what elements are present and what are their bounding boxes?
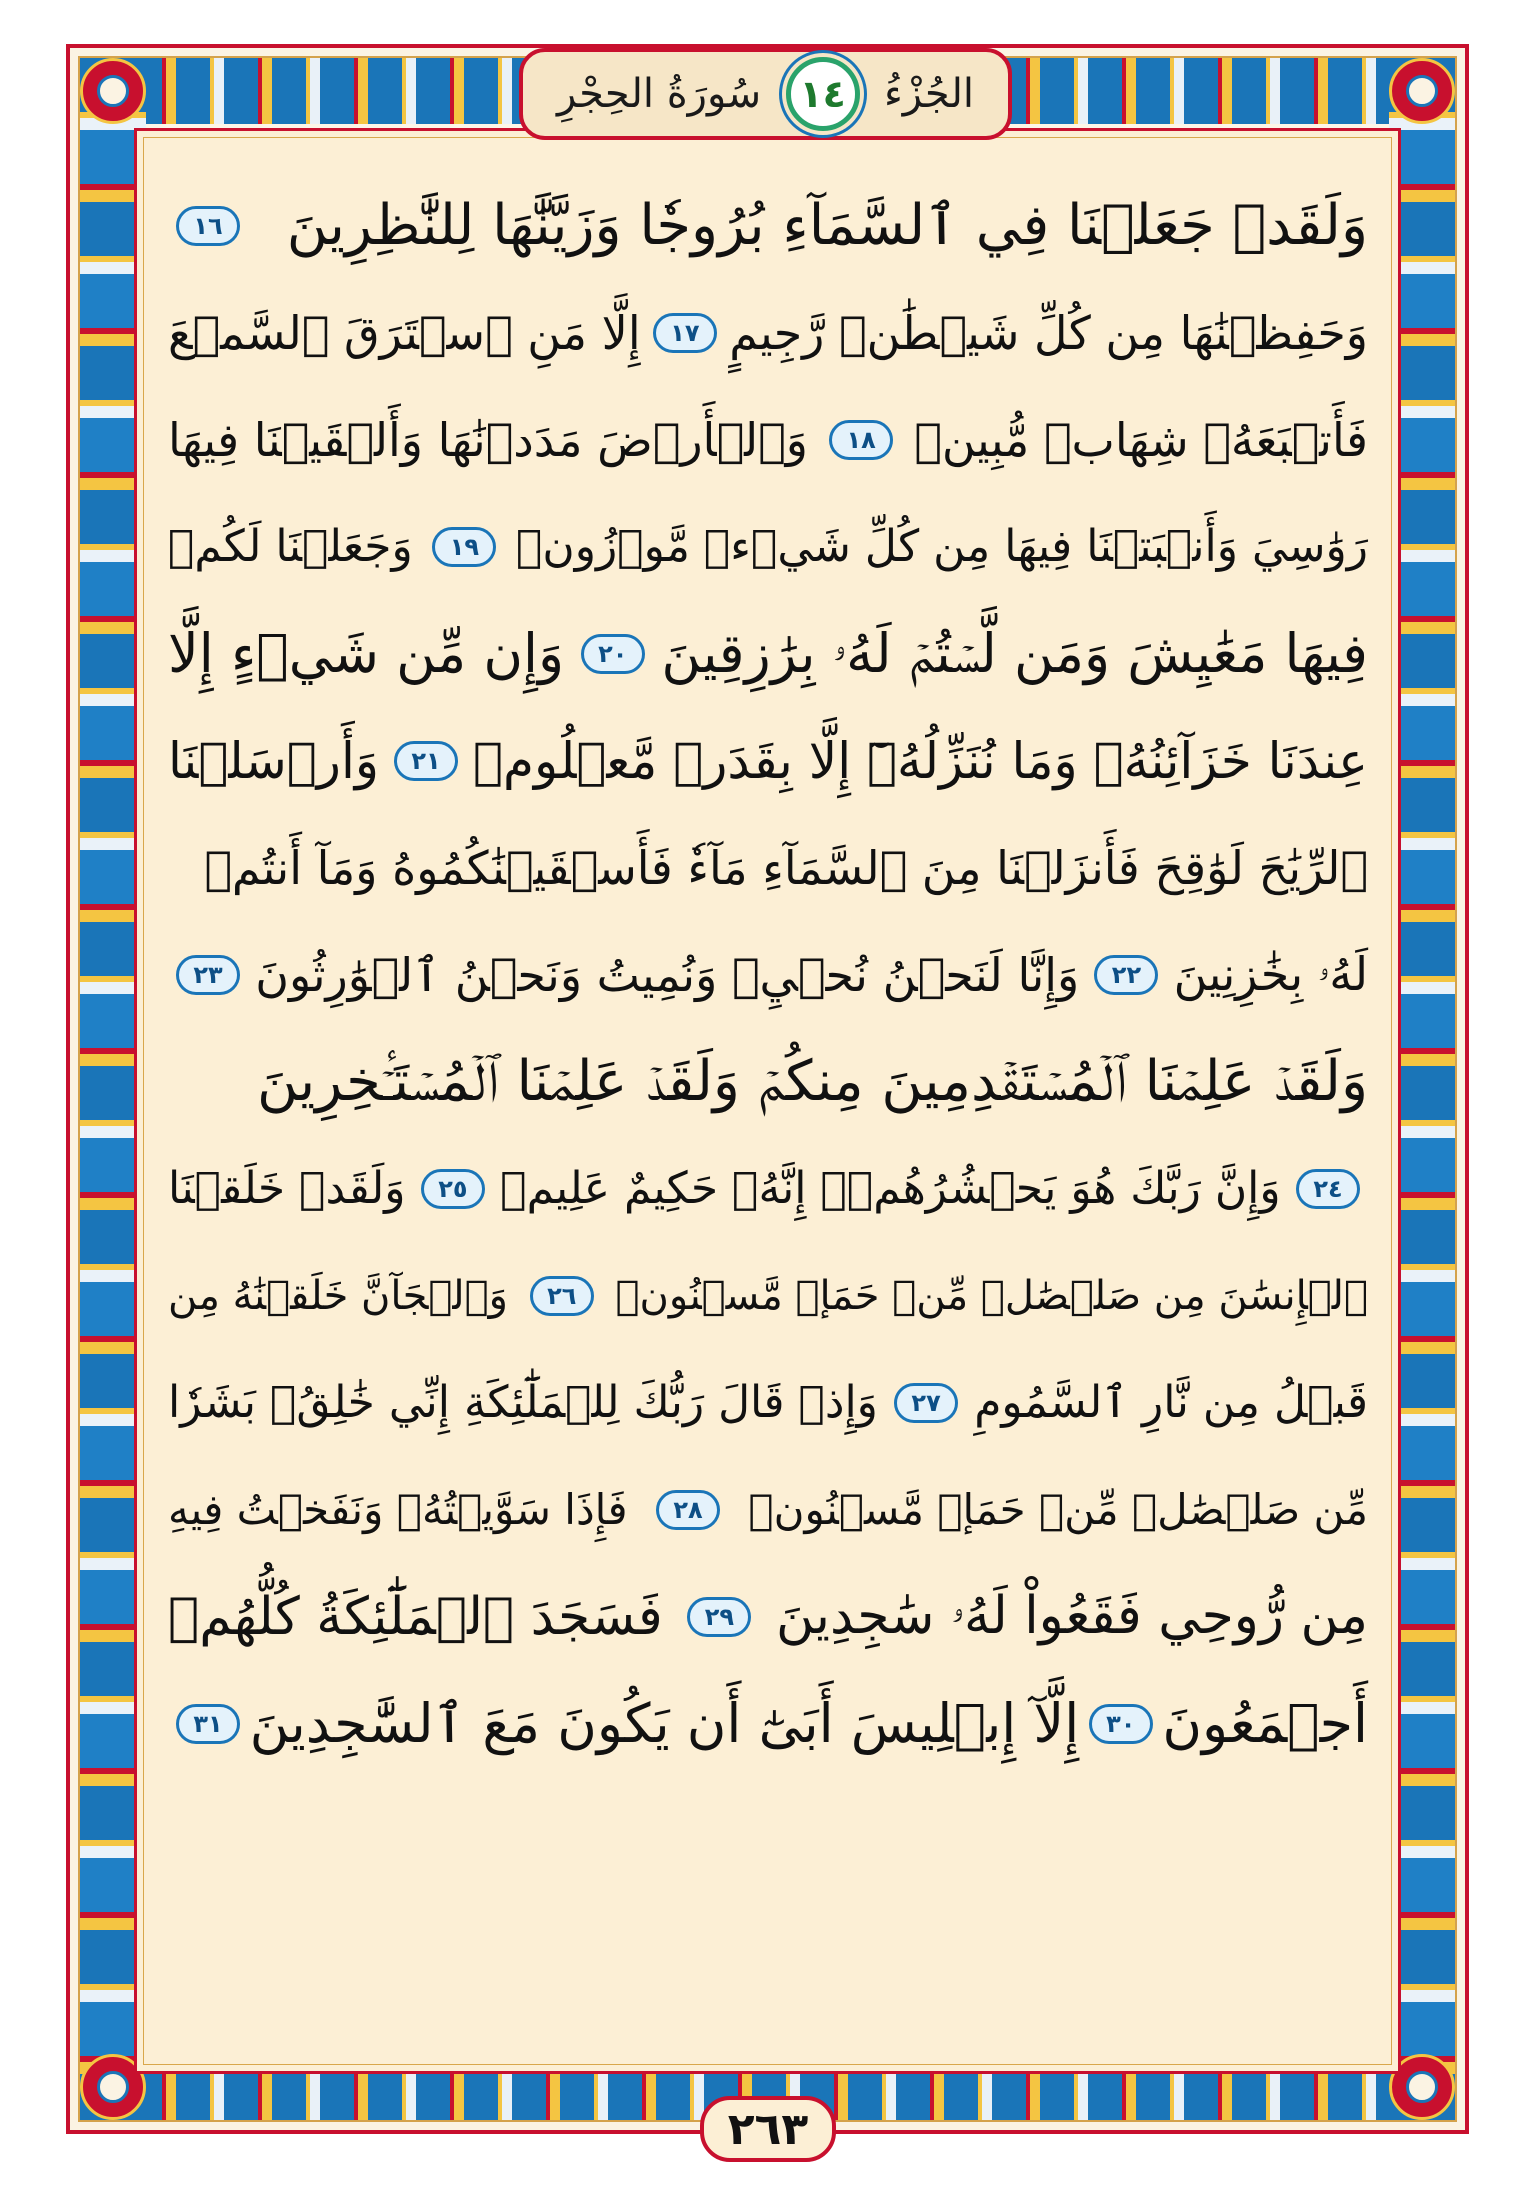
page-number: ٢٦٣ bbox=[700, 2096, 836, 2162]
ayah-number-marker: ٢١ bbox=[394, 741, 458, 781]
juz-number: ١٤ bbox=[799, 72, 846, 116]
corner-rosette-icon bbox=[80, 58, 146, 124]
verse-segment: ٱلرِّيَٰحَ لَوَٰقِحَ فَأَنزَلۡنَا مِنَ ٱلسَّمَآءِ مَآءٗ فَأَسۡقَيۡنَٰكُمُوهُ وَمَآ أَنتُمۡ bbox=[204, 840, 1368, 895]
ayah-number-marker: ٢٥ bbox=[421, 1169, 485, 1209]
verse-segment: لَهُۥ بِخَٰزِنِينَ bbox=[1173, 946, 1368, 1001]
verse-segment: عِندَنَا خَزَآئِنُهُۥ وَمَا نُنَزِّلُهُۥٓ إِلَّا بِقَدَرٖ مَّعۡلُومٖ bbox=[473, 731, 1368, 790]
text-line bbox=[168, 600, 1368, 707]
text-line bbox=[168, 707, 1368, 814]
verse-segment: فَإِذَا سَوَّيۡتُهُۥ وَنَفَخۡتُ فِيهِ bbox=[168, 1485, 628, 1534]
verse-segment: إِلَّا مَنِ ٱسۡتَرَقَ ٱلسَّمۡعَ bbox=[168, 305, 641, 360]
text-line bbox=[168, 921, 1368, 1028]
verse-segment: وَٱلۡأَرۡضَ مَدَدۡنَٰهَا وَأَلۡقَيۡنَا فِيهَا bbox=[168, 412, 809, 467]
text-line bbox=[168, 172, 1368, 279]
text-line bbox=[168, 1349, 1368, 1456]
verse-segment: وَحَفِظۡنَٰهَا مِن كُلِّ شَيۡطَٰنٖ رَّجِيمٍ bbox=[729, 305, 1368, 360]
text-line bbox=[168, 1456, 1368, 1563]
verse-segment: وَلَقَدۡ جَعَلۡنَا فِي ٱلسَّمَآءِ بُرُوجٗا وَزَيَّنَّٰهَا لِلنَّٰظِرِينَ bbox=[286, 193, 1368, 258]
text-line bbox=[168, 1242, 1368, 1349]
verse-text bbox=[168, 172, 1368, 1777]
verse-segment: فِيهَا مَعَٰيِشَ وَمَن لَّسۡتُمۡ لَهُۥ بِرَٰزِقِينَ bbox=[661, 621, 1368, 685]
verse-segment: ٱلۡإِنسَٰنَ مِن صَلۡصَٰلٖ مِّنۡ حَمَإٖ مَّسۡنُونٖ bbox=[615, 1272, 1368, 1319]
text-line bbox=[168, 493, 1368, 600]
ayah-number-marker: ٢٣ bbox=[176, 955, 240, 995]
ayah-number-marker: ٢٠ bbox=[581, 634, 645, 674]
ayah-number-marker: ٢٧ bbox=[894, 1383, 958, 1423]
ayah-number-marker: ٣٠ bbox=[1089, 1704, 1153, 1744]
surah-name: سُورَةُ الحِجْرِ bbox=[557, 71, 762, 117]
verse-segment: أَجۡمَعُونَ bbox=[1162, 1692, 1368, 1755]
text-line bbox=[168, 1028, 1368, 1135]
verse-segment: وَلَقَدۡ خَلَقۡنَا bbox=[168, 1163, 406, 1214]
corner-rosette-icon bbox=[1389, 58, 1455, 124]
verse-segment: مِّن صَلۡصَٰلٖ مِّنۡ حَمَإٖ مَّسۡنُونٖ bbox=[748, 1485, 1368, 1534]
text-line bbox=[168, 386, 1368, 493]
verse-segment: وَإِذۡ قَالَ رَبُّكَ لِلۡمَلَٰٓئِكَةِ إِنِّي خَٰلِقُۢ بَشَرٗا bbox=[168, 1377, 878, 1428]
ayah-number-marker: ٢٤ bbox=[1296, 1169, 1360, 1209]
verse-segment: رَوَٰسِيَ وَأَنۢبَتۡنَا فِيهَا مِن كُلِّ شَيۡءٖ مَّوۡزُونٖ bbox=[515, 521, 1368, 572]
verse-segment: مِن رُّوحِي فَقَعُواْ لَهُۥ سَٰجِدِينَ bbox=[775, 1586, 1368, 1646]
ayah-number-marker: ١٨ bbox=[829, 420, 893, 460]
verse-segment: وَٱلۡجَآنَّ خَلَقۡنَٰهُ مِن bbox=[168, 1272, 508, 1319]
verse-segment: وَلَقَدۡ عَلِمۡنَا ٱلۡمُسۡتَقۡدِمِينَ مِنكُمۡ وَلَقَدۡ عَلِمۡنَا ٱلۡمُسۡتَـٔۡخِرِينَ bbox=[257, 1048, 1368, 1114]
ayah-number-marker: ٢٨ bbox=[656, 1490, 720, 1530]
juz-number-badge bbox=[786, 57, 860, 131]
verse-segment: وَجَعَلۡنَا لَكُمۡ bbox=[168, 521, 413, 572]
text-line bbox=[168, 1670, 1368, 1777]
text-line bbox=[168, 1135, 1368, 1242]
text-line bbox=[168, 279, 1368, 386]
juz-label: الجُزْءُ bbox=[884, 71, 974, 117]
verse-segment: قَبۡلُ مِن نَّارِ ٱلسَّمُومِ bbox=[974, 1377, 1368, 1428]
ayah-number-marker: ٢٦ bbox=[530, 1276, 594, 1316]
text-line bbox=[168, 814, 1368, 921]
verse-segment: فَسَجَدَ ٱلۡمَلَٰٓئِكَةُ كُلُّهُمۡ bbox=[168, 1586, 663, 1647]
verse-segment: وَإِنَّ رَبَّكَ هُوَ يَحۡشُرُهُمۡۚ إِنَّهُۥ حَكِيمٌ عَلِيمٞ bbox=[500, 1163, 1281, 1214]
verse-segment: فَأَتۡبَعَهُۥ شِهَابٞ مُّبِينٞ bbox=[914, 412, 1368, 467]
ayah-number-marker: ١٦ bbox=[176, 206, 240, 246]
ayah-number-marker: ١٩ bbox=[432, 527, 496, 567]
ayah-number-marker: ٣١ bbox=[176, 1704, 240, 1744]
verse-segment: وَإِن مِّن شَيۡءٍ إِلَّا bbox=[168, 622, 565, 685]
ayah-number-marker: ٢٢ bbox=[1094, 955, 1158, 995]
text-line bbox=[168, 1563, 1368, 1670]
verse-segment: وَأَرۡسَلۡنَا bbox=[168, 731, 379, 790]
verse-segment: إِلَّآ إِبۡلِيسَ أَبَىٰٓ أَن يَكُونَ مَعَ ٱلسَّٰجِدِينَ bbox=[249, 1692, 1080, 1755]
verse-segment: وَإِنَّا لَنَحۡنُ نُحۡيِۦ وَنُمِيتُ وَنَحۡنُ ٱلۡوَٰرِثُونَ bbox=[255, 947, 1080, 1002]
page-header bbox=[519, 48, 1012, 140]
ayah-number-marker: ١٧ bbox=[653, 313, 717, 353]
ayah-number-marker: ٢٩ bbox=[687, 1597, 751, 1637]
